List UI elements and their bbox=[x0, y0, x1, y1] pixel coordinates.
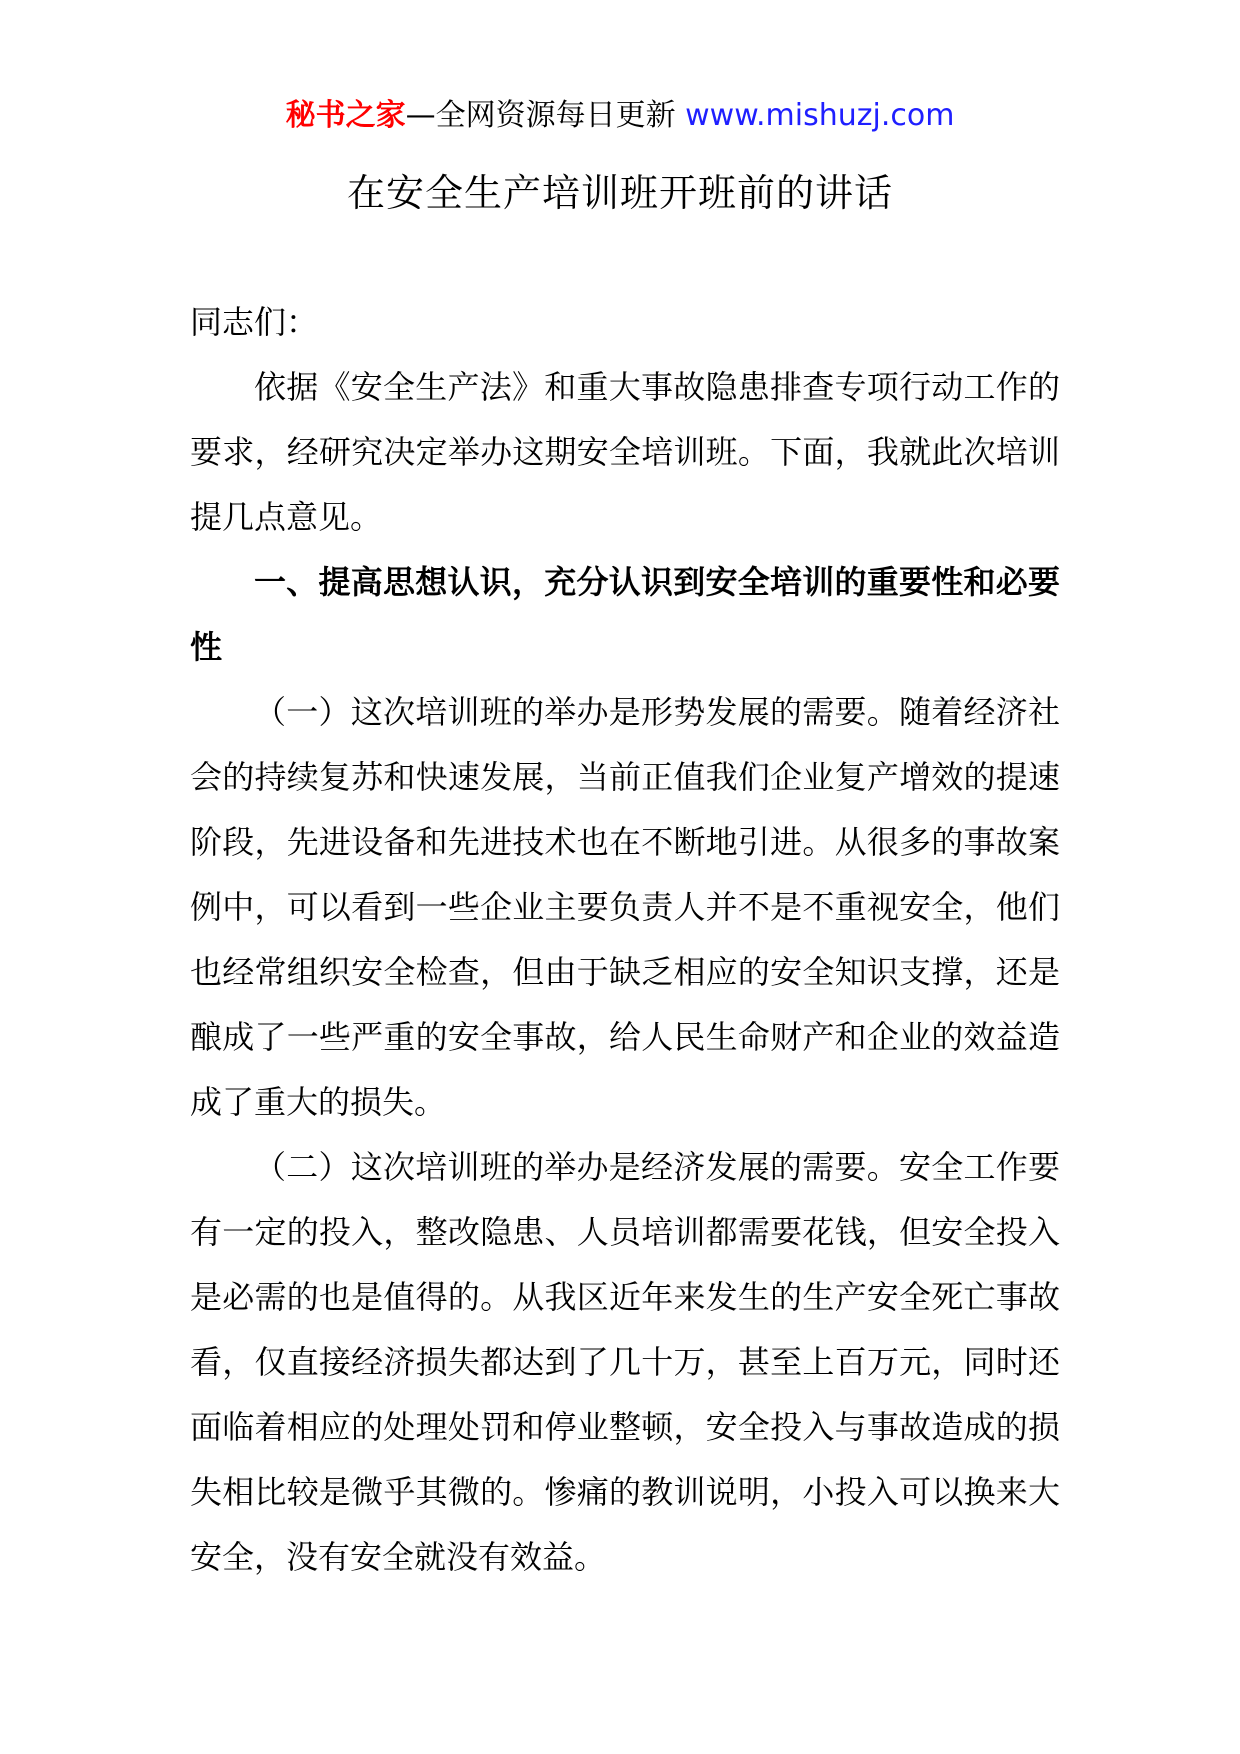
subsection-paragraph-1: （一）这次培训班的举办是形势发展的需要。随着经济社会的持续复苏和快速发展，当前正值我们企业复产增效的提速阶段，先进设备和先进技术也在不断地引进。从很多的事故案例中，可以看到一些企业主要负责人并不是不重视安全，他们也经常组织安全检查，但由于缺乏相应的安全知识支撑，还是酿成了一些严重的安全事故，给人民生命财产和企业的效益造成了重大的损失。 bbox=[190, 693, 1060, 1121]
brand-name: 秘书之家 bbox=[285, 98, 406, 133]
intro-paragraph: 依据《安全生产法》和重大事故隐患排查专项行动工作的要求，经研究决定举办这期安全培训班。下面，我就此次培训提几点意见。 bbox=[190, 368, 1060, 536]
document-title: 在安全生产培训班开班前的讲话 bbox=[346, 171, 893, 215]
salutation: 同志们： bbox=[190, 303, 319, 341]
site-banner bbox=[0, 96, 1240, 136]
document-body bbox=[190, 290, 1060, 1590]
section-heading-1: 一、提高思想认识，充分认识到安全培训的重要性和必要性 bbox=[190, 563, 1060, 666]
subsection-paragraph-2: （二）这次培训班的举办是经济发展的需要。安全工作要有一定的投入，整改隐患、人员培训都需要花钱，但安全投入是必需的也是值得的。从我区近年来发生的生产安全死亡事故看，仅直接经济损失都达到了几十万，甚至上百万元，同时还面临着相应的处理处罚和停业整顿，安全投入与事故造成的损失相比较是微乎其微的。惨痛的教训说明，小投入可以换来大安全，没有安全就没有效益。 bbox=[190, 1148, 1060, 1576]
site-url-link[interactable]: www.mishuzj.com bbox=[685, 98, 955, 133]
banner-tagline: —全网资源每日更新 bbox=[405, 98, 676, 133]
